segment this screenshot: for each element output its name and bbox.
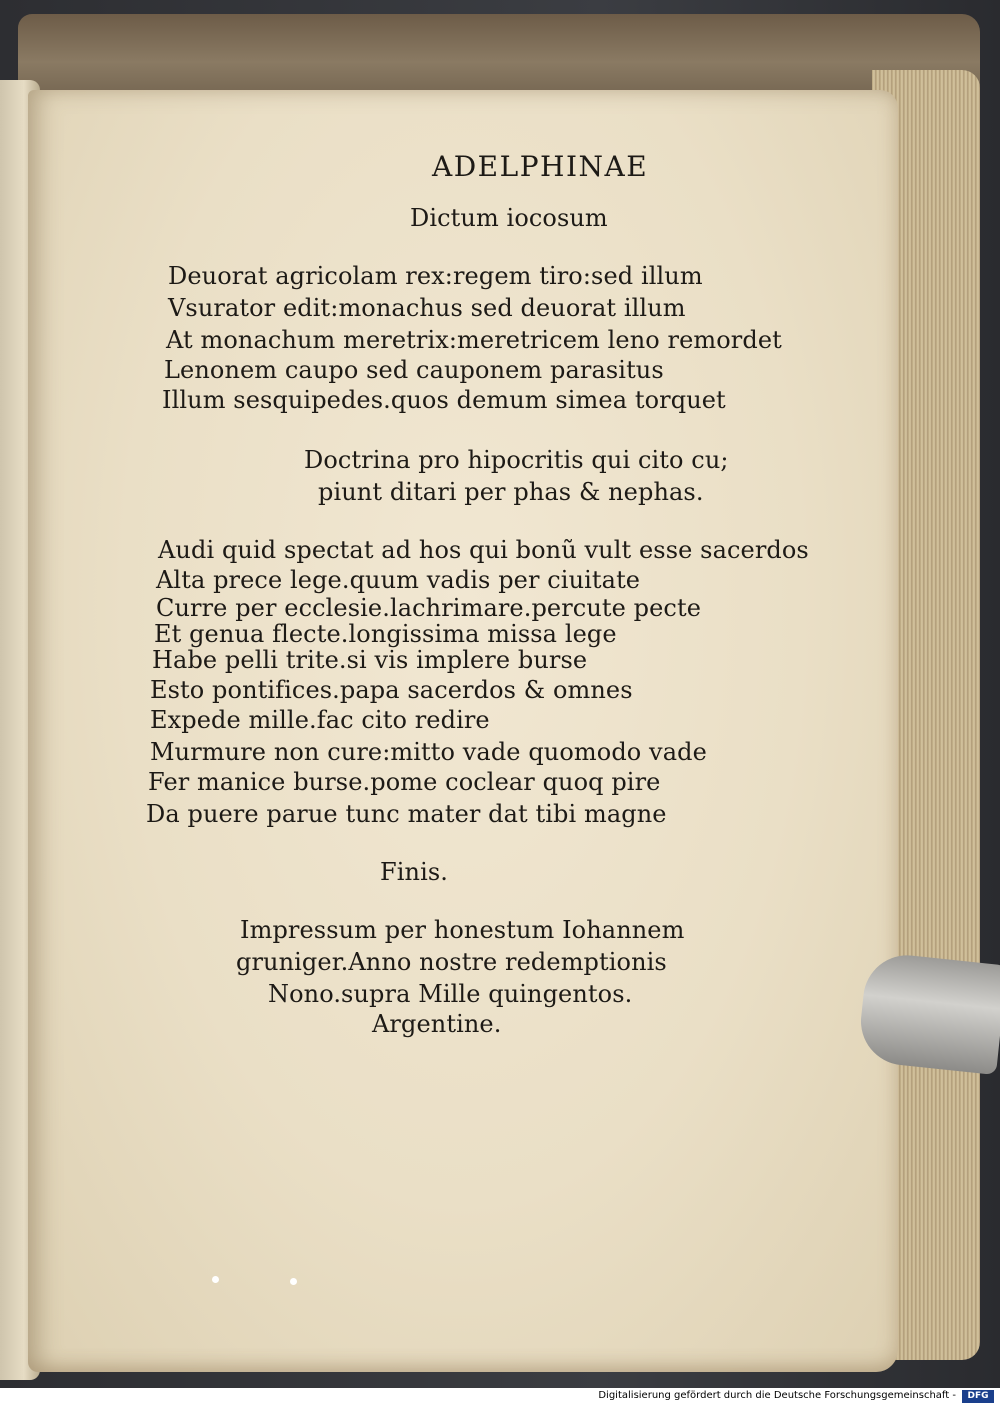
- verse-line: Et genua flecte.longissima missa lege: [154, 620, 617, 648]
- book-clasp: [857, 951, 1000, 1075]
- colophon-line: Nono.supra Mille quingentos.: [268, 980, 633, 1008]
- verse-line: At monachum meretrix:meretricem leno remordet: [166, 326, 782, 354]
- dfg-logo: DFG: [962, 1390, 994, 1403]
- verse-line: Fer manice burse.pome coclear quoq pire: [148, 768, 661, 796]
- finis-label: Finis.: [380, 858, 449, 886]
- verse-line: Vsurator edit:monachus sed deuorat illum: [168, 294, 686, 322]
- heading-doctrina: Doctrina pro hipocritis qui cito cu;: [304, 446, 729, 474]
- verse-line: Alta prece lege.quum vadis per ciuitate: [156, 566, 641, 594]
- verse-line: Esto pontifices.papa sacerdos & omnes: [150, 676, 633, 704]
- funding-notice: Digitalisierung gefördert durch die Deutsche Forschungsgemeinschaft -: [598, 1390, 956, 1401]
- heading-dictum: Dictum iocosum: [410, 204, 608, 232]
- heading-doctrina: piunt ditari per phas & nephas.: [318, 478, 704, 506]
- paper-speck: [290, 1278, 297, 1285]
- verse-line: Illum sesquipedes.quos demum simea torquet: [162, 386, 726, 414]
- verse-line: Curre per ecclesie.lachrimare.percute pecte: [156, 594, 702, 622]
- verse-line: Da puere parue tunc mater dat tibi magne: [146, 800, 667, 828]
- paper-speck: [212, 1276, 219, 1283]
- page-title: ADELPHINAE: [432, 150, 649, 183]
- verse-line: Deuorat agricolam rex:regem tiro:sed illum: [168, 262, 703, 290]
- colophon-line: Impressum per honestum Iohannem: [240, 916, 685, 944]
- colophon-line: Argentine.: [372, 1010, 502, 1038]
- colophon-line: gruniger.Anno nostre redemptionis: [236, 948, 667, 976]
- verse-line: Audi quid spectat ad hos qui bonũ vult esse sacerdos: [158, 536, 809, 564]
- verse-line: Habe pelli trite.si vis implere burse: [152, 646, 588, 674]
- verse-line: Expede mille.fac cito redire: [150, 706, 490, 734]
- verse-line: Lenonem caupo sed cauponem parasitus: [164, 356, 664, 384]
- verse-line: Murmure non cure:mitto vade quomodo vade: [150, 738, 707, 766]
